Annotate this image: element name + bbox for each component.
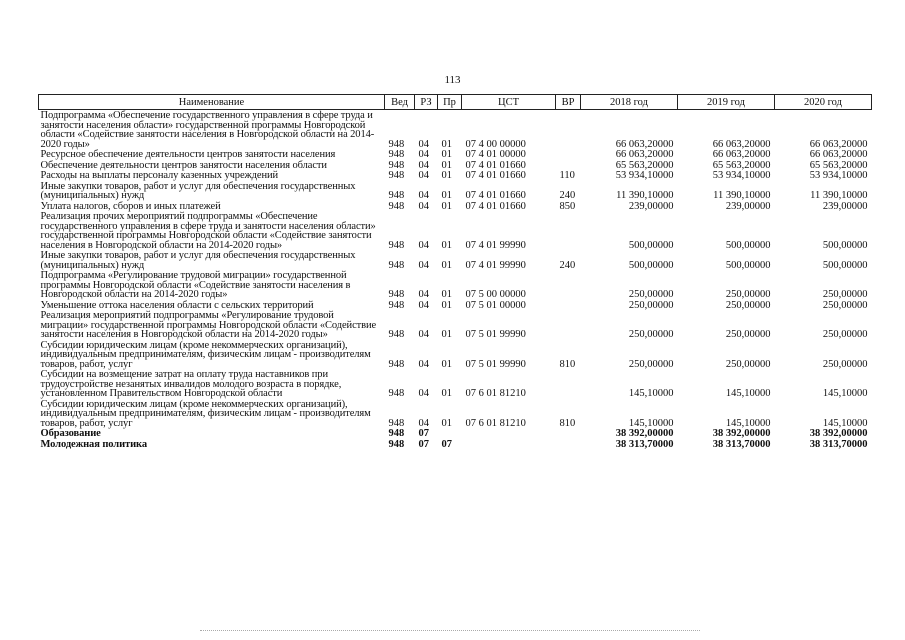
cell-name: Уменьшение оттока населения области с сельских территорий — [40, 299, 314, 311]
cell-vr — [556, 310, 581, 340]
cell-2018: 250,00000 — [628, 289, 674, 300]
cell-2020: 250,00000 — [822, 358, 868, 370]
cell-pr: 01 — [441, 388, 452, 399]
cell-vr — [556, 439, 581, 450]
table-row — [39, 399, 872, 429]
table-header-row — [39, 95, 872, 110]
cell-cst: 07 4 01 01660 — [465, 159, 526, 171]
cell-2020: 11 390,10000 — [810, 190, 868, 201]
cell-2018: 53 934,10000 — [615, 170, 674, 181]
header-name: Наименование — [39, 95, 385, 110]
table-row — [39, 340, 872, 370]
cell-rz: 04 — [418, 329, 429, 340]
table-row — [39, 310, 872, 340]
header-2019: 2019 год — [678, 95, 775, 110]
cell-cst: 07 6 01 81210 — [465, 388, 526, 399]
cell-2018: 11 390,10000 — [616, 190, 674, 201]
header-cst: ЦСТ — [462, 95, 556, 110]
cell-pr: 01 — [441, 159, 452, 171]
table-row — [39, 300, 872, 311]
cell-name: Подпрограмма «Обеспечение государственного управления в сфере труда и занятости населения области» государственной программы Новгородской области «Содействие занятости населения в Новгородской области на 2014-2020 годы» — [40, 110, 375, 150]
cell-pr: 01 — [441, 299, 452, 311]
cell-vr: 110 — [559, 170, 575, 181]
cell-2018: 250,00000 — [628, 358, 674, 370]
cell-vr: 850 — [559, 200, 576, 212]
cell-pr: 01 — [441, 259, 452, 271]
cell-name: Молодежная политика — [40, 438, 147, 450]
cell-2018: 239,00000 — [628, 200, 674, 212]
cell-2019: 11 390,10000 — [713, 190, 771, 201]
cell-pr: 01 — [441, 329, 452, 340]
cell-name: Обеспечение деятельности центров занятости населения области — [40, 159, 327, 171]
cell-name: Уплата налогов, сборов и иных платежей — [40, 200, 221, 212]
cell-cst: 07 5 00 00000 — [465, 289, 526, 300]
cell-2019: 500,00000 — [725, 239, 771, 251]
cell-2020: 65 563,20000 — [809, 159, 868, 171]
cell-name: Расходы на выплаты персоналу казенных учреждений — [40, 170, 279, 181]
cell-rz: 07 — [418, 428, 429, 439]
cell-rz: 04 — [418, 289, 429, 300]
cell-cst: 07 5 01 99990 — [465, 358, 526, 370]
cell-2018: 38 313,70000 — [615, 438, 674, 450]
table-row — [39, 170, 872, 181]
cell-ved: 948 — [388, 438, 405, 450]
cell-2020: 145,10000 — [822, 417, 868, 429]
cell-name: Образование — [40, 428, 101, 439]
cell-ved: 948 — [388, 388, 405, 399]
cell-2019: 53 934,10000 — [712, 170, 771, 181]
cell-name: Иные закупки товаров, работ и услуг для обеспечения государственных (муниципальных) нужд — [40, 180, 356, 201]
cell-vr: 810 — [559, 417, 576, 429]
cell-ved: 948 — [388, 159, 405, 171]
cell-pr: 01 — [441, 138, 452, 150]
cell-pr: 01 — [441, 200, 452, 212]
cell-vr — [556, 428, 581, 439]
cell-ved: 948 — [388, 289, 405, 300]
cell-name: Реализация прочих мероприятий подпрограммы «Обеспечение государственного управления в сфере труда и занятости населения области» государственной программы Новгородской области «Содействие занятости населения в Новгородской области на 2014-2020 годы» — [40, 211, 376, 251]
cell-cst: 07 4 01 99990 — [465, 239, 526, 251]
cell-pr: 07 — [441, 438, 452, 450]
cell-pr — [438, 428, 462, 439]
header-2020: 2020 год — [775, 95, 872, 110]
cell-vr: 240 — [559, 190, 576, 201]
cell-cst: 07 4 01 00000 — [465, 149, 526, 160]
cell-ved: 948 — [388, 239, 405, 251]
cell-name: Субсидии юридическим лицам (кроме некоммерческих организаций), индивидуальным предпринимателям, физическим лицам - производителям товаров, работ, услуг — [40, 339, 371, 370]
cell-rz: 04 — [418, 200, 429, 212]
page-number: 113 — [444, 74, 461, 86]
cell-2019: 66 063,20000 — [712, 149, 771, 160]
cell-2019: 500,00000 — [725, 259, 771, 271]
cell-ved: 948 — [388, 417, 405, 429]
cell-2018: 65 563,20000 — [615, 159, 674, 171]
cell-2020: 250,00000 — [822, 299, 868, 311]
cell-ved: 948 — [388, 259, 405, 271]
header-vr: ВР — [556, 95, 581, 110]
cell-cst: 07 4 01 01660 — [465, 190, 526, 201]
table-row — [39, 439, 872, 450]
cell-2020: 500,00000 — [822, 239, 868, 251]
cell-vr: 810 — [559, 358, 576, 370]
cell-2019: 65 563,20000 — [712, 159, 771, 171]
budget-table — [38, 94, 872, 449]
cell-cst: 07 5 01 99990 — [465, 329, 526, 340]
table-row — [39, 369, 872, 399]
cell-pr: 01 — [441, 289, 452, 300]
cell-2019: 145,10000 — [725, 388, 771, 399]
cell-cst: 07 5 01 00000 — [465, 299, 526, 311]
cell-rz: 04 — [418, 138, 429, 150]
cell-rz: 07 — [418, 438, 429, 450]
table-body — [39, 110, 872, 450]
cell-vr — [556, 369, 581, 399]
table-row — [39, 160, 872, 171]
table-row — [39, 149, 872, 160]
header-rz: РЗ — [415, 95, 438, 110]
cell-name: Субсидии на возмещение затрат на оплату труда наставников при трудоустройстве незанятых инвалидов молодого возраста в порядке, установленном Правительством Новгородской области — [40, 369, 342, 399]
header-ved: Вед — [385, 95, 415, 110]
cell-cst: 07 4 01 01660 — [465, 170, 526, 181]
cell-pr: 01 — [441, 358, 452, 370]
cell-2019: 38 313,70000 — [712, 438, 771, 450]
cell-rz: 04 — [418, 417, 429, 429]
cell-cst — [462, 439, 556, 450]
cell-2020: 38 392,00000 — [809, 428, 868, 439]
cell-pr: 01 — [441, 170, 452, 181]
cell-2020: 250,00000 — [822, 329, 868, 340]
cell-2018: 145,10000 — [628, 388, 674, 399]
cell-rz: 04 — [418, 239, 429, 251]
cell-rz: 04 — [418, 170, 429, 181]
cell-rz: 04 — [418, 299, 429, 311]
cell-2020: 500,00000 — [822, 259, 868, 271]
table-row — [39, 250, 872, 270]
cell-rz: 04 — [418, 358, 429, 370]
cell-2019: 250,00000 — [725, 289, 771, 300]
cell-2019: 250,00000 — [725, 329, 771, 340]
cell-cst: 07 6 01 81210 — [465, 417, 526, 429]
cell-ved: 948 — [388, 299, 405, 311]
cell-rz: 04 — [418, 190, 429, 201]
table-row — [39, 110, 872, 150]
cell-2018: 500,00000 — [628, 259, 674, 271]
table-row — [39, 181, 872, 201]
cell-2020: 66 063,20000 — [809, 138, 868, 150]
cell-vr — [556, 270, 581, 300]
cell-2019: 250,00000 — [725, 299, 771, 311]
cell-name: Реализация мероприятий подпрограммы «Регулирование трудовой миграции» государственной программы Новгородской области «Содействие занятости населения в Новгородской области на 2014-2020 годы» — [40, 310, 377, 340]
cell-2020: 66 063,20000 — [809, 149, 868, 160]
cell-vr: 240 — [559, 259, 576, 271]
cell-vr — [556, 211, 581, 250]
cell-ved: 948 — [388, 190, 405, 201]
cell-2019: 38 392,00000 — [712, 428, 771, 439]
cell-rz: 04 — [418, 388, 429, 399]
cell-cst: 07 4 01 99990 — [465, 259, 526, 271]
cell-rz: 04 — [418, 149, 429, 160]
cell-2018: 145,10000 — [628, 417, 674, 429]
cell-ved: 948 — [388, 170, 405, 181]
cell-name: Ресурсное обеспечение деятельности центров занятости населения — [40, 149, 336, 160]
cell-cst: 07 4 00 00000 — [465, 138, 526, 150]
cell-cst — [462, 428, 556, 439]
cell-vr — [556, 160, 581, 171]
cell-vr — [556, 110, 581, 150]
cell-2018: 66 063,20000 — [615, 149, 674, 160]
cell-name: Иные закупки товаров, работ и услуг для обеспечения государственных (муниципальных) нужд — [40, 250, 356, 271]
cell-2018: 500,00000 — [628, 239, 674, 251]
cell-name: Подпрограмма «Регулирование трудовой миграции» государственной программы Новгородской области «Содействие занятости населения в Новгородской области на 2014-2020 годы» — [40, 270, 351, 300]
cell-2020: 53 934,10000 — [809, 170, 868, 181]
cell-rz: 04 — [418, 259, 429, 271]
cell-2018: 66 063,20000 — [615, 138, 674, 150]
cell-2018: 38 392,00000 — [615, 428, 674, 439]
cell-2018: 250,00000 — [628, 329, 674, 340]
cell-ved: 948 — [388, 138, 405, 150]
cell-2019: 66 063,20000 — [712, 138, 771, 150]
cell-pr: 01 — [441, 190, 452, 201]
cell-pr: 01 — [441, 239, 452, 251]
cell-name: Субсидии юридическим лицам (кроме некоммерческих организаций), индивидуальным предпринимателям, физическим лицам - производителям товаров, работ, услуг — [40, 398, 371, 429]
cell-2019: 239,00000 — [725, 200, 771, 212]
cell-2018: 250,00000 — [628, 299, 674, 311]
cell-2020: 250,00000 — [822, 289, 868, 300]
cell-2020: 239,00000 — [822, 200, 868, 212]
cell-2019: 250,00000 — [725, 358, 771, 370]
cell-rz: 04 — [418, 159, 429, 171]
table-row — [39, 428, 872, 439]
cell-ved: 948 — [388, 149, 405, 160]
cell-ved: 948 — [388, 200, 405, 212]
cell-vr — [556, 149, 581, 160]
cell-2020: 38 313,70000 — [809, 438, 868, 450]
cell-pr: 01 — [441, 149, 452, 160]
cell-ved: 948 — [388, 329, 405, 340]
cell-vr — [556, 300, 581, 311]
header-2018: 2018 год — [581, 95, 678, 110]
cell-ved: 948 — [388, 358, 405, 370]
table-row — [39, 270, 872, 300]
header-pr: Пр — [438, 95, 462, 110]
table-row — [39, 201, 872, 212]
table-row — [39, 211, 872, 250]
cell-ved: 948 — [388, 428, 405, 439]
cell-cst: 07 4 01 01660 — [465, 200, 526, 212]
cell-2020: 145,10000 — [822, 388, 868, 399]
cell-pr: 01 — [441, 417, 452, 429]
cell-2019: 145,10000 — [725, 417, 771, 429]
scan-artifact — [200, 630, 700, 633]
